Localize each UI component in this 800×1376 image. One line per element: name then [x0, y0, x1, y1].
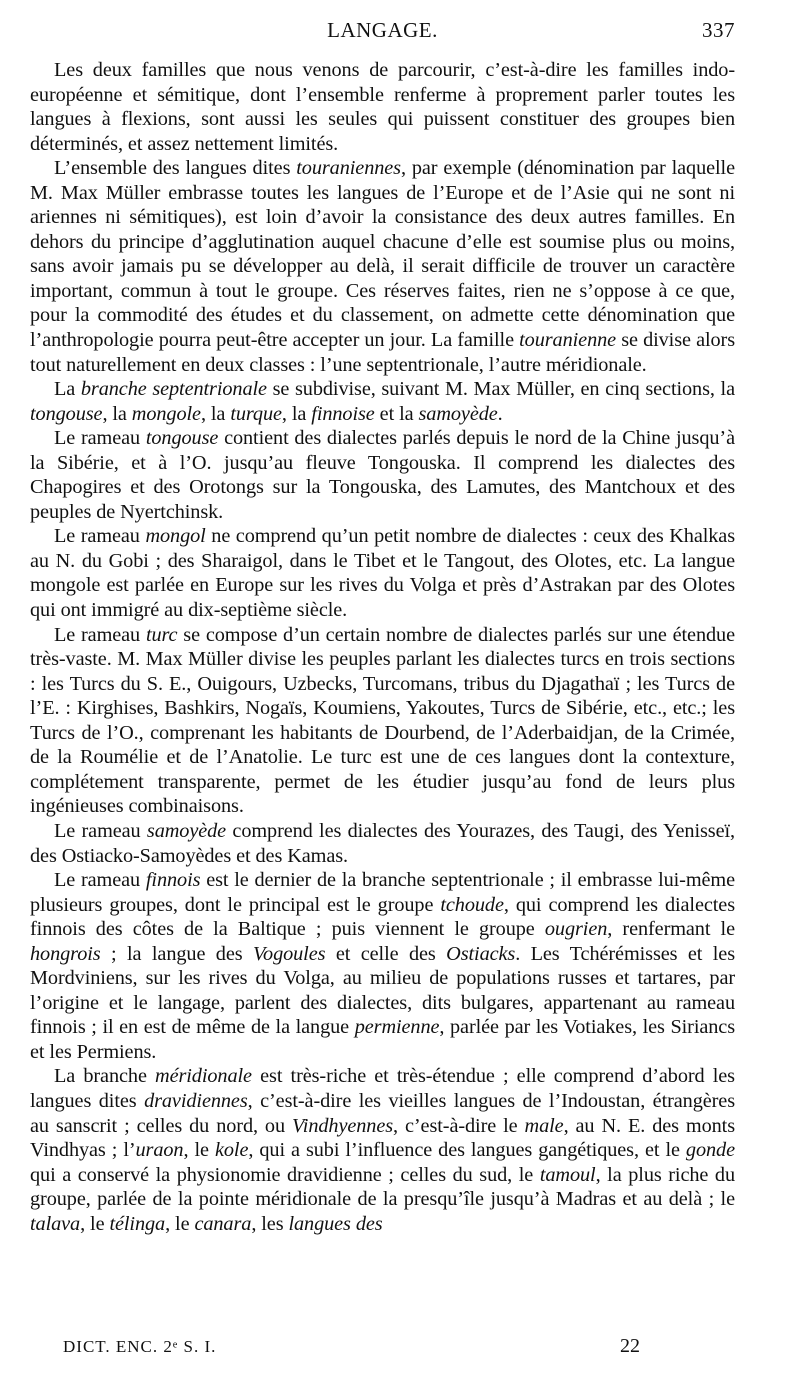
italic-term: ougrien [544, 918, 608, 941]
italic-term: finnoise [311, 402, 375, 425]
text-run: se compose d’un certain nombre de dialectes parlés sur une étendue très-vaste. M. Max Müller divise les peuples parlant les dialectes turcs en trois sections : les Turcs du S. E., Ouigours, Uzbecks, Turcomans, tribus du Djagathaï ; les Turcs de l’E. : Kirghises, Bashkirs, Nogaïs, Koumiens, Yakoutes, Turcs de Sibérie, etc., etc.; les Turcs de l’O., comprenant les habitants de Dourbend, de l’Aderbaidjan, de la Crimée, de la Roumélie et de l’Anatolie. Le turc est une de ces langues dont la contexture, complétement transparente, permet de les étudier jusqu’au fond de leurs plus ingénieuses combinaisons. [30, 623, 735, 818]
page-number: 337 [702, 18, 735, 42]
italic-term: kole [214, 1139, 249, 1162]
italic-term: finnois [145, 869, 201, 892]
sheet-number: 22 [620, 1335, 640, 1357]
text-run: , au N. E. des monts Vindhyas ; l’ [30, 1114, 736, 1162]
italic-term: male [524, 1114, 564, 1137]
paragraph [30, 426, 735, 524]
text-run: , qui a subi l’influence des langues gangétiques, et le [248, 1139, 686, 1162]
italic-term: mongol [145, 525, 206, 548]
italic-term: talava [30, 1212, 81, 1235]
text-run: ne comprend qu’un petit nombre de dialectes : ceux des Khalkas au N. du Gobi ; des Sharaigol, dans le Tibet et le Tangout, des Olotes, etc. La langue mongole est parlée en Europe sur les rives du Volga et près d’Astrakan par des Olotes qui ont immigré au dix-septième siècle. [30, 525, 735, 622]
text-run: , le [80, 1212, 110, 1235]
italic-term: méridionale [155, 1065, 252, 1088]
text-run: La branche [54, 1065, 156, 1088]
paragraph [30, 377, 735, 426]
text-run: contient des dialectes parlés depuis le nord de la Chine jusqu’à la Sibérie, et à l’O. jusqu’au fleuve Tongouska. Il comprend les dialectes des Chapogires et des Orotongs sur la Tongouska, des Lamutes, des Mantchoux et des peuples de Nyertchinsk. [30, 427, 735, 523]
text-run: , la [102, 402, 132, 425]
italic-term: Ostiacks [446, 942, 516, 965]
text-run: . [497, 402, 503, 425]
italic-term: touranienne [519, 329, 617, 352]
printer-signature: DICT. ENC. 2ᵉ S. I. [63, 1337, 217, 1356]
text-run: se divise alors tout naturellement en deux classes : l’une septentrionale, l’autre méridionale. [30, 329, 735, 376]
italic-term: télinga [109, 1212, 166, 1235]
text-run: Le rameau [54, 819, 147, 842]
italic-term: tamoul [539, 1163, 596, 1186]
text-run: , qui comprend les dialectes finnois des côtes de la Baltique ; puis viennent le groupe [30, 893, 735, 941]
paragraph [30, 623, 735, 819]
italic-term: tongouse [30, 402, 103, 425]
italic-term: tchoude [440, 893, 504, 916]
text-run: , renfermant le [607, 918, 735, 941]
italic-term: turque [230, 402, 282, 425]
document-page [30, 0, 735, 1376]
paragraph [30, 58, 735, 156]
italic-term: mongole [131, 402, 201, 425]
text-run: , la plus riche du groupe, parlée de la pointe méridionale de la presqu’île jusqu’à Madras et au delà ; le [30, 1163, 736, 1211]
paragraph [30, 524, 735, 622]
paragraph [30, 868, 735, 1064]
italic-term: hongrois [30, 942, 101, 965]
text-run: , la [281, 402, 312, 425]
text-run: , la [200, 402, 231, 425]
text-run: est le dernier de la branche septentrionale ; il embrasse lui-même plusieurs groupes, dont le principal est le groupe [30, 869, 735, 916]
text-run: Le rameau [54, 525, 146, 548]
paragraph [30, 156, 735, 377]
body-text [30, 58, 735, 1236]
text-run: et celle des [325, 942, 447, 965]
italic-term: turc [145, 623, 178, 646]
text-run: , par exemple (dénomination par laquelle M. Max Müller embrasse toutes les langues de l’Europe et de l’Asie qui ne sont ni ariennes ni sémitiques), est loin d’avoir la consistance des deux autres familles. En dehors du principe d’agglutination auquel chacune d’elle est soumise plus ou moins, sans avoir jamais pu se développer au delà, il serait difficile de trouver un caractère important, commun à tout le groupe. Ces réserves faites, rien ne s’oppose à ce que, pour la commodité des études et du classement, on admette cette dénomination que l’anthropologie pourra peut-être accepter un jour. La famille [30, 157, 735, 352]
text-run: , les [251, 1212, 289, 1235]
italic-term: samoyède [418, 402, 498, 425]
text-run: se subdivise, suivant M. Max Müller, en cinq sections, la [266, 378, 735, 401]
text-run: comprend les dialectes des Yourazes, des Taugi, des Yenisseï, des Ostiacko-Samoyèdes et des Kamas. [30, 819, 735, 867]
italic-term: samoyède [146, 819, 227, 842]
italic-term: Vindhyennes [292, 1114, 394, 1137]
text-run: Le rameau [54, 869, 146, 892]
italic-term: permienne [354, 1016, 440, 1039]
paragraph [30, 819, 735, 868]
paragraph [30, 1064, 735, 1236]
italic-term: touraniennes [296, 157, 401, 180]
text-run: Le rameau [54, 623, 146, 646]
text-run: . Les Tchérémisses et les Mordviniens, sur les rives du Volga, au milieu de populations russes et tartares, par l’origine et le langage, parlent des dialectes, dits bulgares, appartenant au rameau finnois ; il en est de même de la langue [30, 942, 735, 1039]
text-run: , c’est-à-dire le [393, 1114, 525, 1137]
text-run: , c’est-à-dire les vieilles langues de l’Indoustan, étrangères au sanscrit ; celles du nord, ou [30, 1089, 735, 1137]
text-run: , le [183, 1139, 215, 1162]
italic-term: gonde [685, 1139, 735, 1162]
text-run: ; la langue des [100, 942, 253, 965]
page-header [30, 18, 735, 44]
text-run: , le [165, 1212, 195, 1235]
text-run: est très-riche et très-étendue ; elle comprend d’abord les langues dites [30, 1065, 735, 1112]
page-footer [30, 1335, 735, 1359]
text-run: , parlée par les Votiakes, les Siriancs et les Permiens. [30, 1016, 735, 1063]
italic-term: branche septentrionale [80, 378, 267, 401]
italic-term: Vogoules [252, 942, 326, 965]
text-run: Le rameau [54, 427, 146, 450]
italic-term: langues des [288, 1212, 383, 1235]
text-run: qui a conservé la physionomie dravidienne ; celles du sud, le [30, 1163, 540, 1186]
text-run: L’ensemble des langues dites [54, 157, 297, 180]
text-run: Les deux familles que nous venons de parcourir, c’est-à-dire les familles indo-européenne et sémitique, dont l’ensemble renferme à proprement parler toutes les langues à flexions, sont aussi les seules qui puissent constituer des groupes bien déterminés, et assez nettement limités. [30, 59, 735, 155]
italic-term: canara [194, 1212, 252, 1235]
running-title: LANGAGE. [327, 18, 438, 42]
italic-term: tongouse [145, 427, 219, 450]
text-run: La [54, 378, 81, 401]
text-run: et la [374, 402, 419, 425]
italic-term: dravidiennes [144, 1089, 248, 1112]
italic-term: uraon [135, 1139, 184, 1162]
